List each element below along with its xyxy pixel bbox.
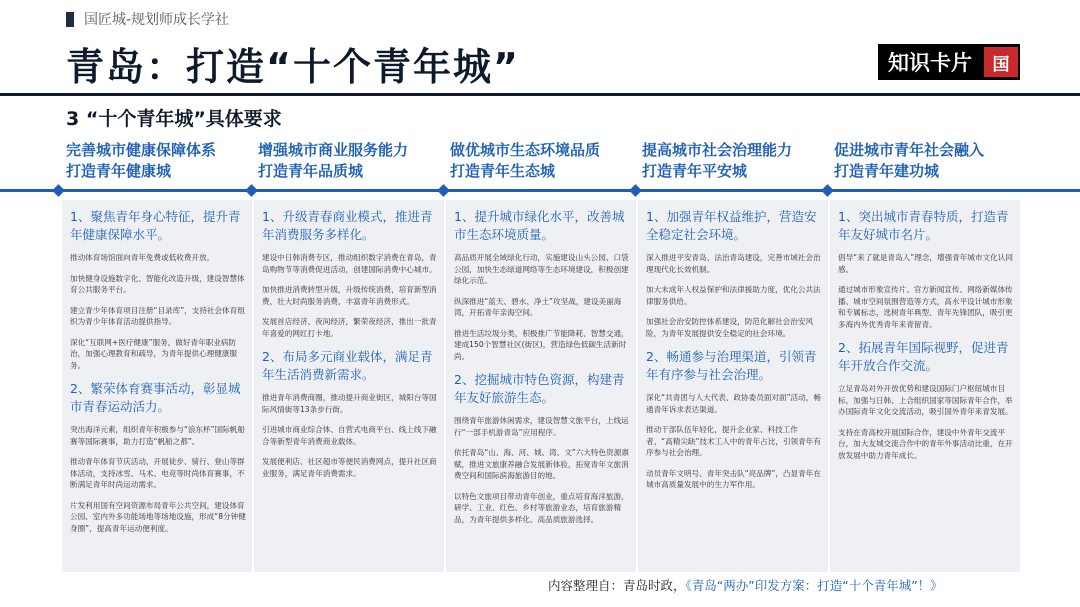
- paragraph: 推进青年消费商圈，推动提升商业街区，城阳台等国际风情街等13条步行街。: [262, 393, 437, 414]
- paragraph: 立足青岛对外开放优势和建设国际门户枢纽城市目标，加强与日韩、上合组织国家等国际青年合作，举办国际青年文化交流活动，吸引国外青年来青发展。: [838, 384, 1013, 416]
- subsection-title: 2、布局多元商业载体，满足青年生活消费新需求。: [262, 349, 433, 382]
- subsection-title: 1、加强青年权益维护，营造安全稳定社会环境。: [646, 209, 817, 242]
- paragraph: 倡导“来了就是青岛人”理念，增强青年城市文化认同感。: [838, 253, 1013, 274]
- heading-line: 做优城市生态环境品质: [450, 141, 601, 159]
- subsection-title: 2、畅通参与治理渠道，引领青年有序参与社会治理。: [646, 349, 817, 382]
- source-link[interactable]: 《青岛“两办”印发方案：打造“十个青年城”！》: [685, 578, 943, 593]
- column-panel: [446, 200, 636, 572]
- section-title: 3 “十个青年城”具体要求: [66, 108, 282, 130]
- brand-name: 国匠城-规划师成长学社: [84, 12, 230, 28]
- heading-line: 打造青年建功城: [834, 162, 940, 180]
- paragraph: 支持在青高校开展国际合作，建设中外青年交流平台，加大友城交流合作中的青年外事活动比重，在开放发展中助力青年成长。: [838, 427, 1013, 460]
- heading-line: 完善城市健康保障体系: [66, 141, 217, 159]
- paragraph: 推动干部队伍年轻化，提升企业家、科技工作者、“高精尖缺”技术工人中的青年占比，引领青年有序参与社会治理。: [646, 425, 821, 457]
- paragraph: 突出海洋元素，组织青年积极参与“浪东杯”国际帆船赛等国际赛事，助力打造“帆船之都”。: [70, 425, 245, 446]
- subsection-title: 1、聚焦青年身心特征，提升青年健康保障水平。: [70, 209, 241, 242]
- timeline-dot: [437, 184, 450, 197]
- heading-line: 打造青年健康城: [66, 162, 172, 180]
- heading-line: 打造青年生态城: [450, 162, 556, 180]
- paragraph: 依托青岛“山、海、河、城、湾、文”六大特色资源禀赋，推进文旅康养融合发展新体验，拓宽青年文旅消费空间和国际滨海旅游目的地。: [454, 448, 629, 480]
- column-panel: [638, 200, 828, 572]
- knowledge-card-badge: [878, 44, 1020, 80]
- column-heading-text: [642, 140, 820, 184]
- subsection-title: 2、挖掘城市特色资源，构建青年友好旅游生态。: [454, 372, 625, 405]
- heading-line: 促进城市青年社会融入: [834, 141, 985, 159]
- paragraph: 高品质开展全域绿化行动，实施建设山头公园、口袋公园，加快生态绿道网络等生态环境建设，积极创建绿化示范。: [454, 253, 629, 285]
- paragraph: 建立青少年体育项目注册“目录库”，支持社会体育组织为青少年体育活动提供指导。: [70, 305, 245, 326]
- paragraph: 引进城市商业综合体、自营式电商平台、线上线下融合等新型青年消费商业载体。: [262, 425, 437, 446]
- subsection-title: 1、升级青春商业模式，推进青年消费服务多样化。: [262, 209, 433, 242]
- column-panel: [62, 200, 252, 572]
- subsection-title: 1、提升城市绿化水平，改善城市生态环境质量。: [454, 209, 625, 242]
- paragraph: 通过城市形象宣传片、官方新闻宣传、网络新媒体传播、城市空间氛围营造等方式，高水平设计城市形象和专属标志，选树青年典型、青年先锋团队，吸引更多海内外优秀青年来青留青。: [838, 285, 1013, 329]
- paragraph: 以特色文旅项目带动青年创业，重点培育海洋旅游、研学、工业、红色、乡村等旅游业态，培育旅游精品，为青年提供多样化、高品质旅游选择。: [454, 491, 629, 524]
- paragraph: 动员青年文明号、青年突击队“亮品牌”，凸显青年在城市高质量发展中的生力军作用。: [646, 468, 821, 489]
- timeline-dot: [52, 184, 65, 197]
- paragraph: 片发利用国有空间资源布局青年公共空间，建设体育公园、室内外多功能场地等场地设施，形成“8分钟健身圈”，提高青年运动便利度。: [70, 500, 246, 533]
- heading-line: 增强城市商业服务能力: [258, 141, 409, 159]
- paragraph: 发展便利店、社区超市等便民消费网点，提升社区商业服务，满足青年消费需求。: [262, 457, 437, 478]
- paragraph: 推进生活垃圾分类，积极推广节能降耗、智慧交通，建成150个智慧社区(街区)，营造绿色低碳生活新时尚。: [454, 328, 629, 361]
- brand-mark-icon: [66, 12, 74, 27]
- heading-line: 打造青年平安城: [642, 162, 748, 180]
- paragraph: 加大未成年人权益保护和法律援助力度，优化公共法律服务供给。: [646, 285, 821, 306]
- column-panel: [254, 200, 444, 572]
- paragraph: 深入推进平安青岛、法治青岛建设，完善市域社会治理现代化长效机制。: [646, 253, 821, 274]
- column-timeline: [0, 189, 1080, 192]
- subsection-title: 2、繁荣体育赛事活动，彰显城市青春运动活力。: [70, 381, 241, 414]
- subsection-title: 1、突出城市青春特质，打造青年友好城市名片。: [838, 209, 1009, 242]
- paragraph: 发展首店经济、夜间经济，繁荣夜经济，推出一批青年喜爱的网红打卡地。: [262, 317, 437, 338]
- paragraph: 加快健身设施数字化、智能化改造升级，建设智慧体育公共服务平台。: [70, 273, 245, 294]
- timeline-dot: [629, 184, 642, 197]
- paragraph: 推动青年体育节庆活动，开展徒步、骑行、登山等群体活动，支持冰雪、马术、电竞等时尚体育赛事，不断满足青年时尚运动需求。: [70, 457, 245, 489]
- column-heading: [66, 140, 244, 184]
- column-heading: [642, 140, 820, 184]
- paragraph: 纵深推进“蓝天、碧水、净土”攻坚战，建设美丽海湾，开拓青年亲海空间。: [454, 296, 622, 317]
- paragraph: 围绕青年旅游休闲需求，建设智慧文旅平台，上线运行“一部手机游青岛”应用程序。: [454, 416, 629, 437]
- column-heading: [834, 140, 1012, 184]
- timeline-dot: [245, 184, 258, 197]
- timeline-dot: [821, 184, 834, 197]
- paragraph: 加强社会治安防控体系建设，防范化解社会治安风险，为青年发展提供安全稳定的社会环境。: [646, 317, 814, 338]
- column-heading-text: [258, 140, 436, 184]
- column-heading: [258, 140, 436, 184]
- column-heading: [450, 140, 628, 184]
- column-heading-text: [450, 140, 628, 184]
- paragraph: 加快推进消费转型升级，升级传统消费，培育新型消费，壮大时尚服务消费，丰富青年消费形式。: [262, 285, 437, 306]
- column-heading-text: [834, 140, 1012, 184]
- paragraph: 推动体育场馆面向青年免费或低收费开放。: [70, 253, 215, 262]
- source-label: 内容整理自：青岛时政，: [548, 578, 686, 593]
- page-title: 青岛：打造“十个青年城”: [66, 45, 520, 89]
- heading-line: 提高城市社会治理能力: [642, 141, 793, 159]
- paragraph: 建设中日韩消费专区，推动组织数字消费在青岛，青岛购物节等消费促进活动，创建国际消费中心城市。: [262, 253, 437, 274]
- badge-label: 知识卡片: [888, 51, 972, 75]
- source-note: [548, 576, 943, 594]
- paragraph: 深化“互联网+医疗健康”服务，做好青年职业病防治，加强心理教育和疏导，为青年提供心理健康服务。: [70, 337, 238, 370]
- paragraph: 深化“共青团与人大代表、政协委员面对面”活动，畅通青年诉求表达渠道。: [646, 393, 821, 414]
- subsection-title: 2、拓展青年国际视野，促进青年开放合作交流。: [838, 340, 1009, 373]
- brand-logo-icon: 国: [984, 47, 1018, 77]
- column-heading-text: [66, 140, 244, 184]
- top-brand-bar: [66, 10, 229, 28]
- title-divider: [0, 93, 1080, 96]
- heading-line: 打造青年品质城: [258, 162, 364, 180]
- column-panel: [830, 200, 1020, 572]
